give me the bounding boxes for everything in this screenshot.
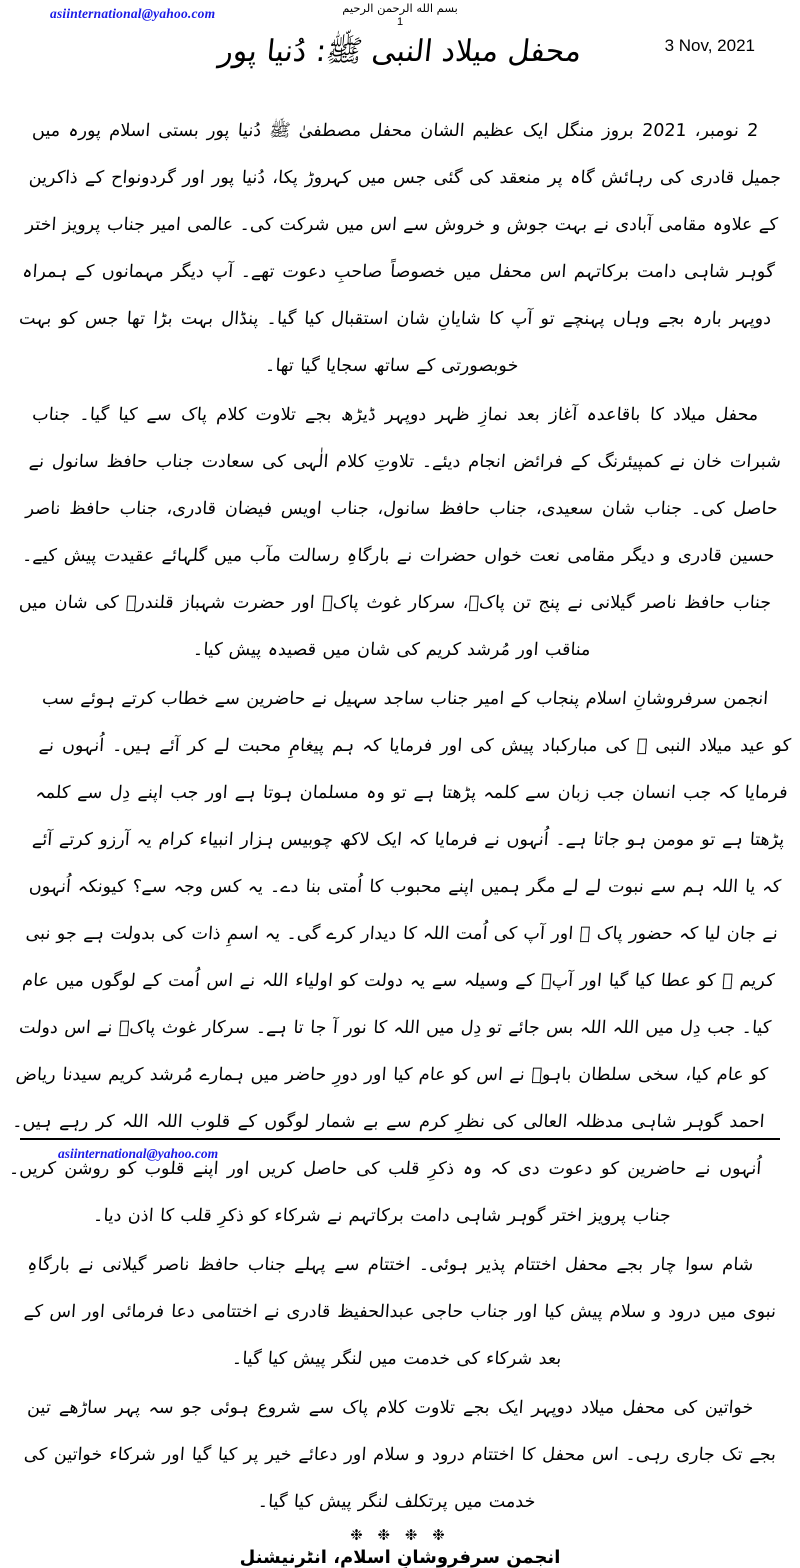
body-paragraph: محفل میلاد کا باقاعدہ آغاز بعد نمازِ ظہر دوپہر ڈیڑھ بجے تلاوت کلام پاک سے کیا گیا۔ جناب شبرات خان نے کمپیئرنگ کے فرائض انجام دیئے۔ تلاوتِ کلام الٰہی کی سعادت جناب حافظ سانول نے حاصل کی۔ جناب شان سعیدی، جناب حافظ سانول، جناب اویس فیضان قادری، جناب حافظ ناصر حسین قادری و دیگر مقامی نعت خواں حضرات نے بارگاہِ رسالت مآب میں گلہائے عقیدت پیش کیے۔ جناب حافظ ناصر گیلانی نے پنج تن پاکؐ، سرکار غوث پاکؓ اور حضرت شہباز قلندرؒ کی شان میں مناقب اور مُرشد کریم کی شان میں قصیدہ پیش کیا۔ — [18, 405, 782, 660]
page-title: محفل میلاد النبی ﷺ: دُنیا پور — [216, 34, 584, 69]
document-footer — [20, 1138, 780, 1162]
document-header — [20, 0, 780, 104]
body-paragraph: انجمن سرفروشانِ اسلام پنجاب کے امیر جناب ساجد سہیل نے حاضرین سے خطاب کرتے ہوئے سب کو عید میلاد النبی ﷺ کی مبارکباد پیش کی اور فرمایا کہ ہم پیغامِ محبت لے کر آئے ہیں۔ اُنہوں نے فرمایا کہ جب انسان جب زبان سے کلمہ پڑھتا ہے تو وہ مسلمان ہوتا ہے اور جب اپنے دِل سے کلمہ پڑھتا ہے تو مومن ہو جاتا ہے۔ اُنہوں نے فرمایا کہ ایک لاکھ چوبیس ہزار انبیاء کرام یہ آرزو کرتے آئے کہ یا اللہ ہم سے نبوت لے لے مگر ہمیں اپنے محبوب کا اُمتی بنا دے۔ یہ کس وجہ سے؟ کیونکہ اُنہوں نے جان لیا کہ حضور پاک ﷺ اور آپ کی اُمت اللہ کا دیدار کرے گی۔ یہ اسمِ ذات کی بدولت ہے جو نبی کریم ﷺ کو عطا کیا گیا اور آپؐ کے وسیلہ سے یہ دولت کو اولیاء اللہ نے اس اُمت کے لوگوں میں عام کیا۔ جب دِل میں اللہ اللہ بس جائے تو دِل میں اللہ کا نور آ جا تا ہے۔ سرکار غوث پاکؓ نے اس دولت کو عام کیا، سخی سلطان باہوؒ نے اس کو عام کیا اور دورِ حاضر میں ہمارے مُرشد کریم سیدنا ریاض احمد گوہر شاہی مدظلہ العالی کی نظرِ کرم سے بے شمار لوگوں کے قلوب اللہ اللہ کر رہے ہیں۔ اُنہوں نے حاضرین کو دعوت دی کہ وہ ذکرِ قلب کی حاصل کریں اور اپنے قلوب کو روشن کریں۔ جناب پرویز اختر گوہر شاہی دامت برکاتہم نے شرکاء کو ذکرِ قلب کا اذن دیا۔ — [8, 689, 792, 1226]
organization-signature: انجمن سرفروشانِ اسلام، انٹرنیشنل — [239, 1547, 561, 1568]
page-number: 1 — [396, 16, 404, 28]
footer-email[interactable]: asiinternational@yahoo.com — [58, 1146, 219, 1161]
bismillah-text: بسم الله الرحمن الرحيم — [342, 1, 458, 15]
body-paragraph: 2 نومبر، 2021 بروز منگل ایک عظیم الشان محفل مصطفیٰ ﷺ دُنیا پور بستی اسلام پورہ میں جمیل قادری کی رہائش گاہ پر منعقد کی گئی جس میں کہروڑ پکا، دُنیا پور اور گردونواح کے ذاکرین کے علاوہ مقامی آبادی نے بہت جوش و خروش سے اس میں شرکت کی۔ عالمی امیر جناب پرویز اختر گوہر شاہی دامت برکاتہم اس محفل میں خصوصاً صاحبِ دعوت تھے۔ آپ دیگر مہمانوں کے ہمراہ دوپہر بارہ بجے وہاں پہنچے تو آپ کا شایانِ شان استقبال کیا گیا۔ پنڈال بہت بڑا تھا جس کو بہت خوبصورتی کے ساتھ سجایا گیا تھا۔ — [18, 121, 782, 376]
header-email[interactable]: asiinternational@yahoo.com — [50, 6, 216, 21]
ornament-divider: ❉ ❉ ❉ ❉ — [350, 1526, 450, 1544]
body-paragraph: شام سوا چار بجے محفل اختتام پذیر ہوئی۔ اختتام سے پہلے جناب حافظ ناصر گیلانی نے بارگاہِ نبوی میں درود و سلام پیش کیا اور جناب حاجی عبدالحفیظ قادری نے اختتامی دعا فرمائی اور اس کے بعد شرکاء کی خدمت میں لنگر پیش کیا گیا۔ — [23, 1255, 777, 1369]
body-paragraph: خواتین کی محفل میلاد دوپہر ایک بجے تلاوت کلام پاک سے شروع ہوئی جو سہ پہر ساڑھے تین بجے تک جاری رہی۔ اس محفل کا اختتام درود و سلام اور دعائے خیر پر کیا گیا اور شرکاء خواتین کی خدمت میں پرتکلف لنگر پیش کیا گیا۔ — [23, 1398, 777, 1512]
document-date: 3 Nov, 2021 — [664, 36, 755, 55]
document-body — [8, 108, 792, 1526]
